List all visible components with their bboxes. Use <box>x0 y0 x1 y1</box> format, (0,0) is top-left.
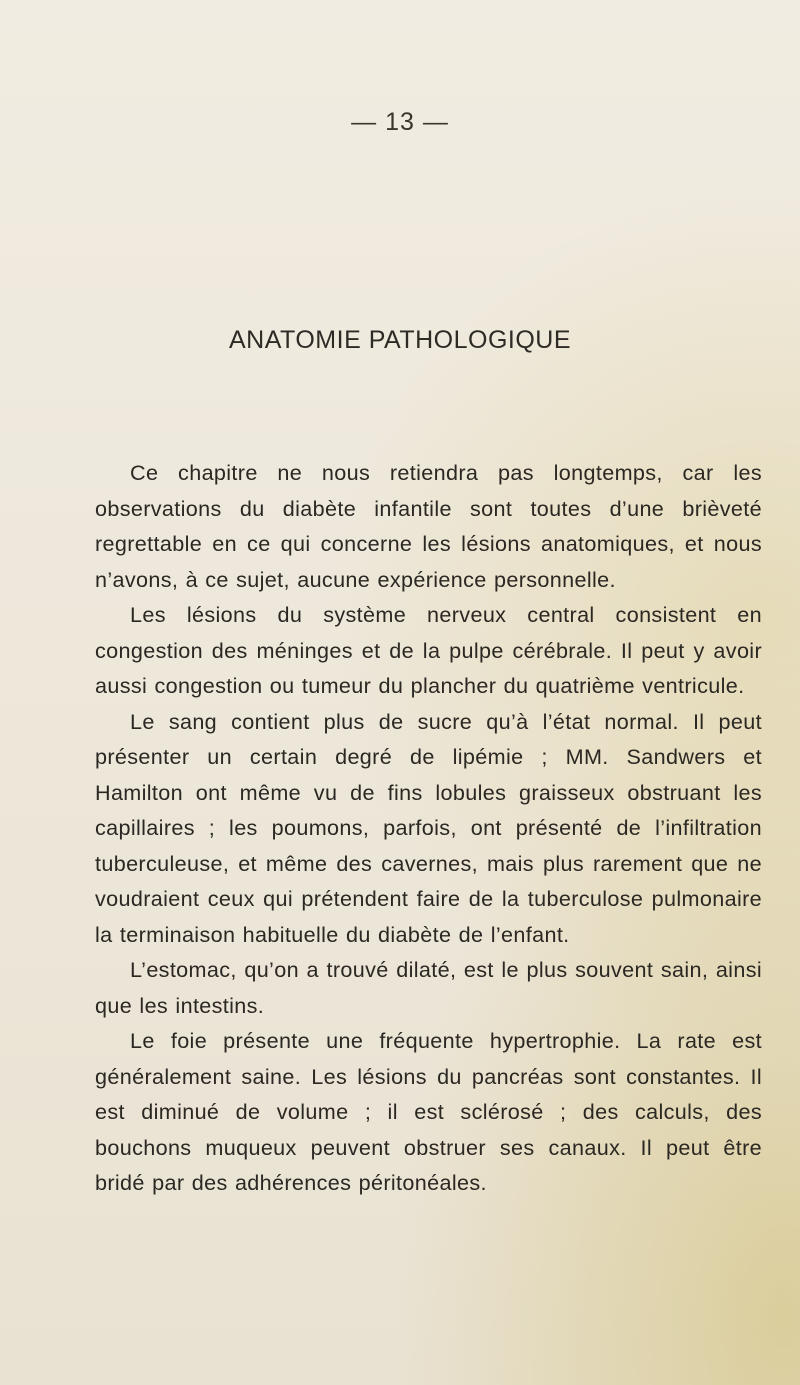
paragraph-stomach: L’estomac, qu’on a trouvé dilaté, est le plus souvent sain, ainsi que les intestins. <box>95 957 762 1018</box>
page-number: — 13 — <box>351 108 449 136</box>
body-text <box>95 455 762 1201</box>
paragraph-intro: Ce chapitre ne nous retiendra pas longtemps, car les observations du diabète infantile sont toutes d’une brièveté regrettable en ce qui concerne les lésions anatomiques, et nous n’avons, à ce sujet, aucune expérience personnelle. <box>95 460 762 592</box>
paragraph-liver-pancreas: Le foie présente une fréquente hypertrophie. La rate est généralement saine. Les lésions du pancréas sont constantes. Il est diminué de volume ; il est sclérosé ; des calculs, des bouchons muqueux peuvent obstruer ses canaux. Il peut être bridé par des adhérences péritonéales. <box>95 1028 762 1195</box>
chapter-title: ANATOMIE PATHOLOGIQUE <box>228 326 572 354</box>
paragraph-nervous-system: Les lésions du système nerveux central consistent en congestion des méninges et de la pulpe cérébrale. Il peut y avoir aussi congestion ou tumeur du plancher du quatrième ventricule. <box>95 602 762 698</box>
paragraph-blood: Le sang contient plus de sucre qu’à l’état normal. Il peut présenter un certain degré de lipémie ; MM. Sandwers et Hamilton ont même vu de fins lobules graisseux obstruant les capillaires ; les poumons, parfois, ont présenté de l’infiltration tuberculeuse, et même des cavernes, mais plus rarement que ne voudraient ceux qui prétendent faire de la tuberculose pulmonaire la terminaison habituelle du diabète de l’enfant. <box>95 708 762 947</box>
